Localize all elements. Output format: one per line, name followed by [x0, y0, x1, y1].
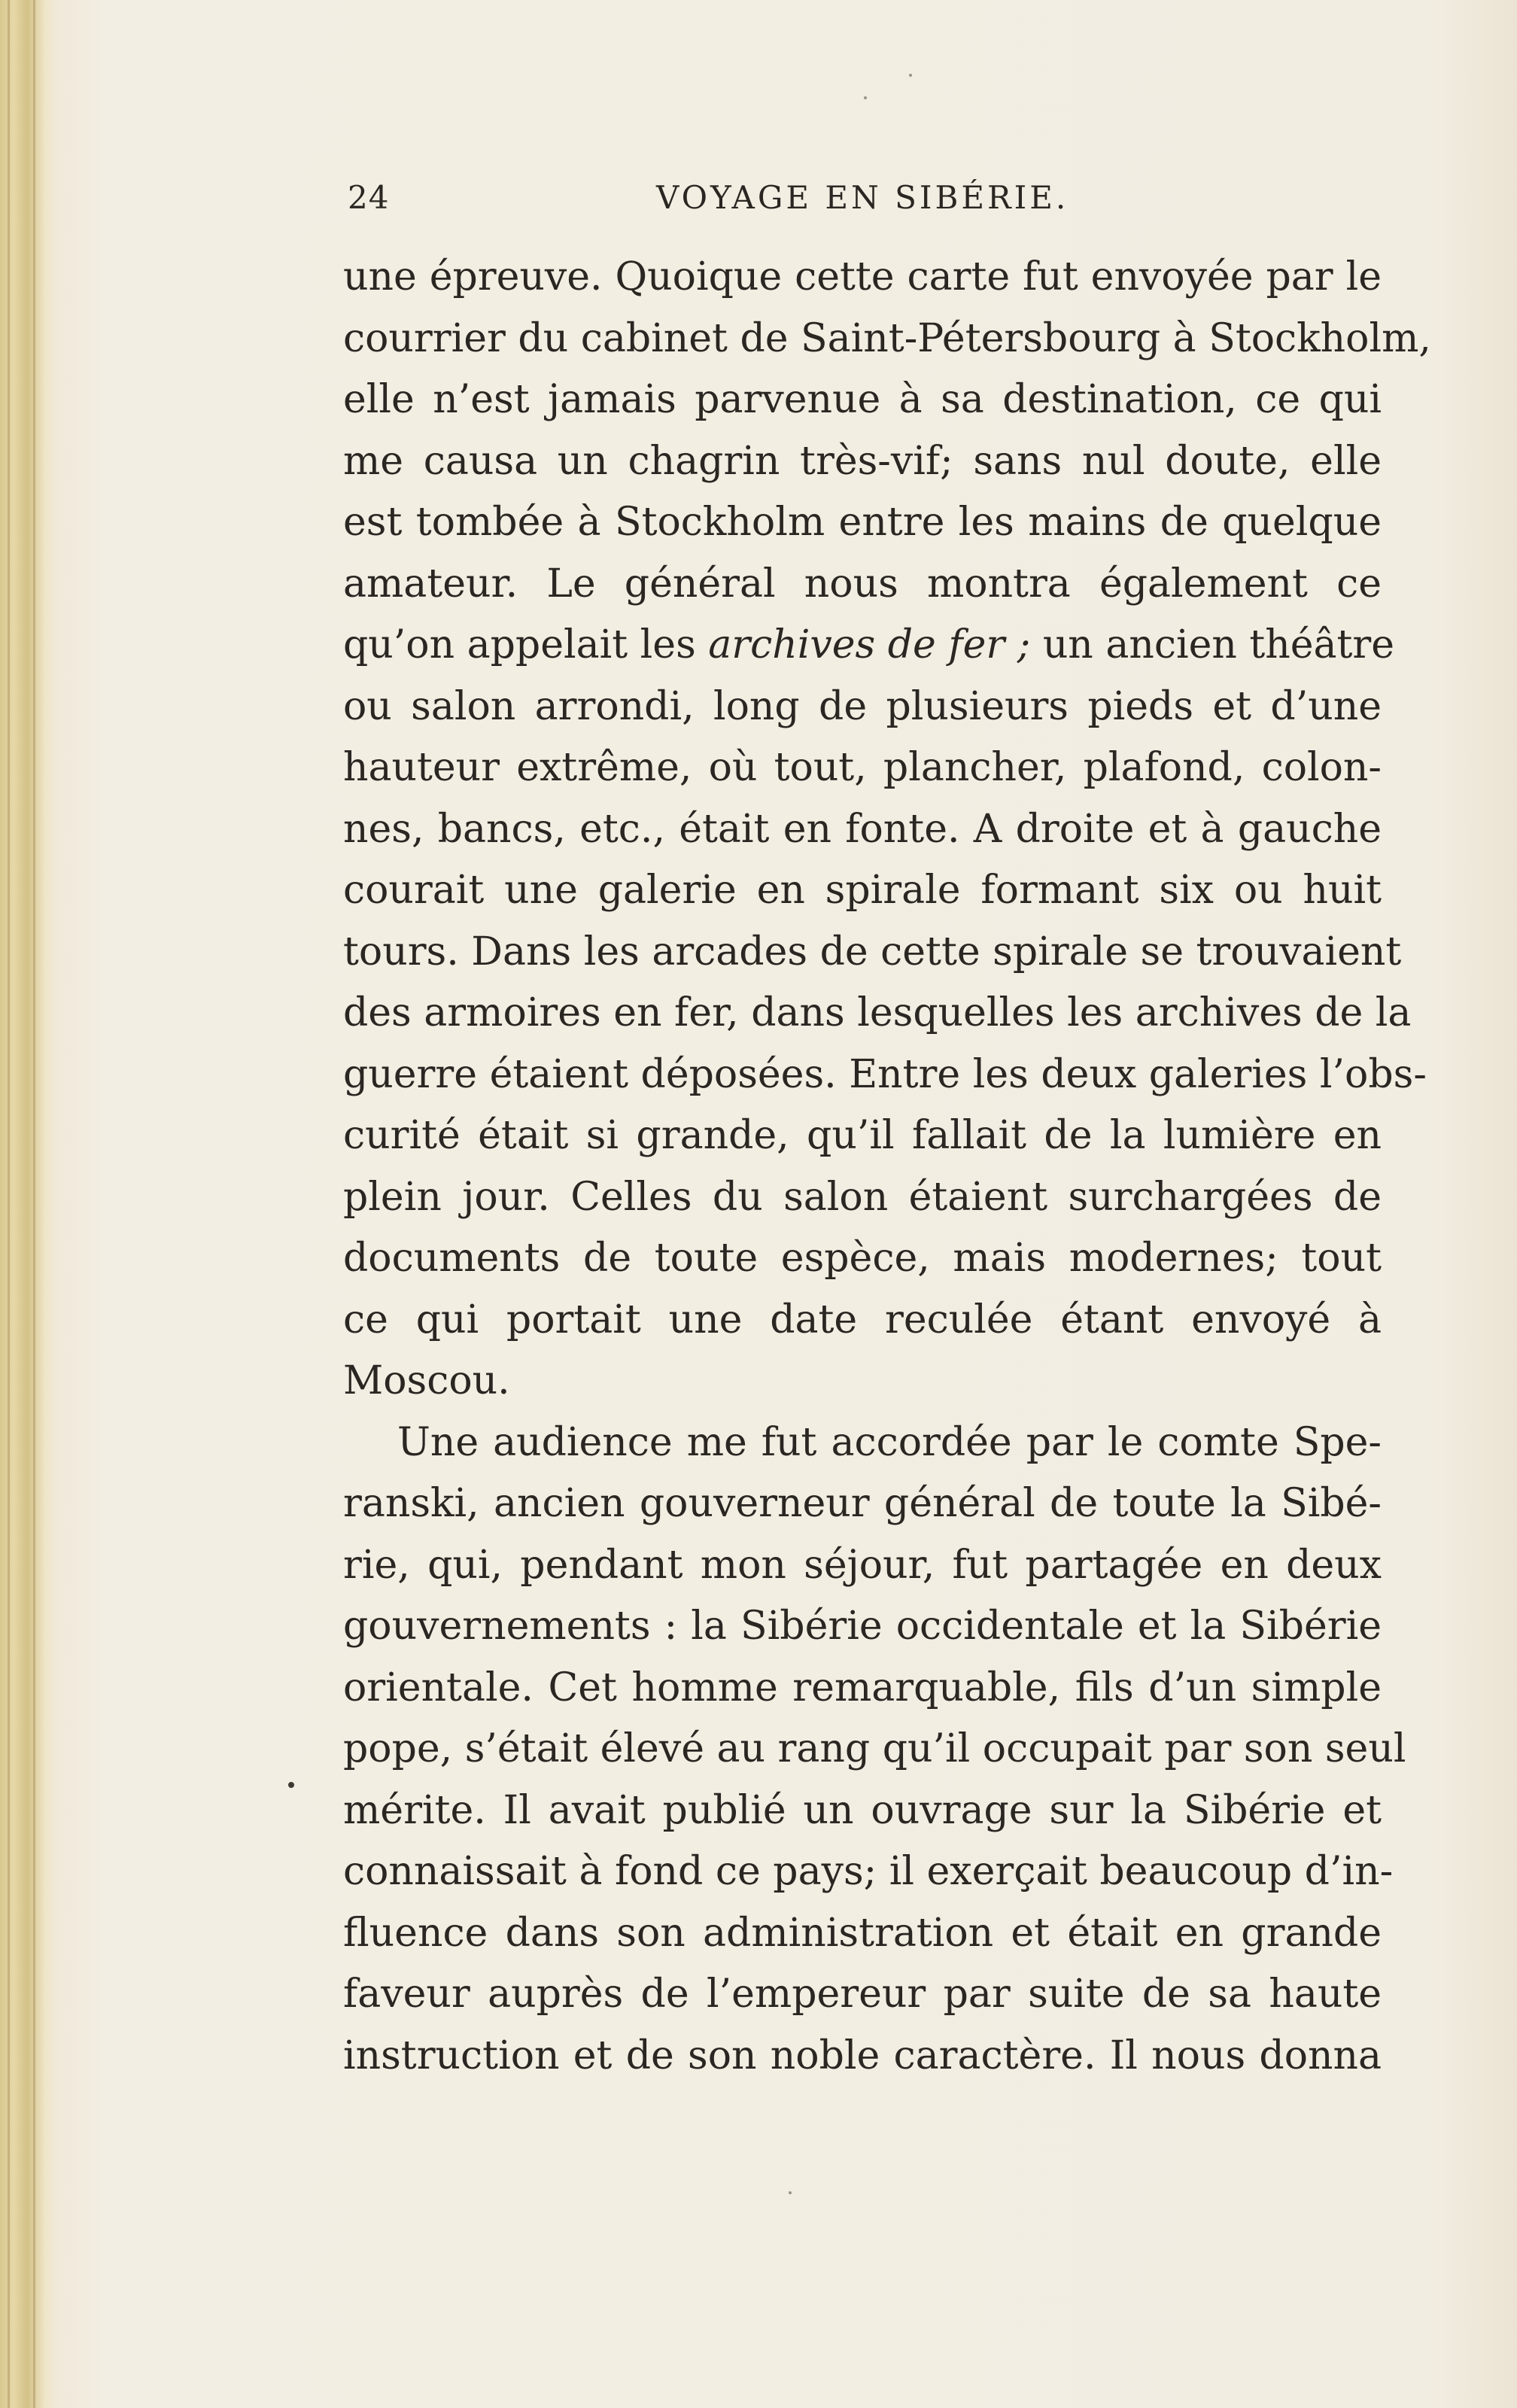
ink-speck — [909, 74, 912, 77]
ink-speck — [864, 96, 867, 99]
text-line: une épreuve. Quoique cette carte fut envoyée par le — [343, 254, 1382, 299]
running-header — [348, 179, 1379, 224]
text-line: pope, s’était élevé au rang qu’il occupait par son seul — [343, 1726, 1406, 1771]
text-fragment: qu’on appelait les — [343, 622, 709, 667]
text-line: hauteur extrême, où tout, plancher, plafond, colon- — [343, 745, 1382, 790]
ink-speck — [789, 2191, 792, 2194]
text-line: amateur. Le général nous montra également ce — [343, 561, 1382, 607]
text-line: ranski, ancien gouverneur général de toute la Sibé- — [343, 1481, 1382, 1526]
text-line: documents de toute espèce, mais modernes; tout — [343, 1236, 1382, 1281]
italic-phrase: archives de fer ; — [708, 622, 1031, 667]
text-line: orientale. Cet homme remarquable, fils d’un simple — [343, 1665, 1382, 1710]
text-line: connaissait à fond ce pays; il exerçait beaucoup d’in- — [343, 1849, 1394, 1894]
text-line: des armoires en fer, dans lesquelles les archives de la — [343, 990, 1412, 1035]
text-line: Une audience me fut accordée par le comte Spe- — [397, 1419, 1382, 1465]
book-spine-edge — [0, 0, 56, 2408]
text-line: courait une galerie en spirale formant six ou huit — [343, 868, 1382, 913]
text-line: nes, bancs, etc., était en fonte. A droite et à gauche — [343, 806, 1382, 852]
text-line: gouvernements : la Sibérie occidentale et la Sibérie — [343, 1604, 1382, 1649]
text-line: Moscou. — [343, 1358, 510, 1403]
text-line: mérite. Il avait publié un ouvrage sur la Sibérie et — [343, 1787, 1382, 1833]
text-line: elle n’est jamais parvenue à sa destination, ce qui — [343, 377, 1382, 422]
running-title: VOYAGE EN SIBÉRIE. — [656, 179, 1069, 216]
text-line: courrier du cabinet de Saint-Pétersbourg à Stockholm, — [343, 315, 1431, 361]
text-line-with-italic — [343, 615, 1395, 676]
page-number: 24 — [348, 179, 390, 216]
text-fragment — [1030, 622, 1043, 667]
ink-speck — [288, 1782, 294, 1788]
text-line: me causa un chagrin très-vif; sans nul doute, elle — [343, 438, 1382, 484]
text-line: rie, qui, pendant mon séjour, fut partagée en deux — [343, 1542, 1382, 1588]
text-line: fluence dans son administration et était en grande — [343, 1910, 1382, 1956]
text-line: instruction et de son noble caractère. Il nous donna — [343, 2033, 1382, 2078]
text-line: ou salon arrondi, long de plusieurs pieds et d’une — [343, 683, 1382, 729]
text-line: est tombée à Stockholm entre les mains de quelque — [343, 500, 1382, 545]
text-line: ce qui portait une date reculée étant envoyé à — [343, 1297, 1382, 1342]
text-line: curité était si grande, qu’il fallait de la lumière en — [343, 1113, 1382, 1158]
spine-line — [33, 0, 35, 2408]
text-fragment: un ancien théâtre — [1042, 622, 1395, 667]
text-line: faveur auprès de l’empereur par suite de sa haute — [343, 1972, 1382, 2017]
spine-line — [8, 0, 10, 2408]
text-line: guerre étaient déposées. Entre les deux galeries l’obs- — [343, 1051, 1427, 1097]
text-line: tours. Dans les arcades de cette spirale se trouvaient — [343, 929, 1402, 974]
body-text — [343, 247, 1431, 2087]
text-line: plein jour. Celles du salon étaient surchargées de — [343, 1174, 1382, 1220]
